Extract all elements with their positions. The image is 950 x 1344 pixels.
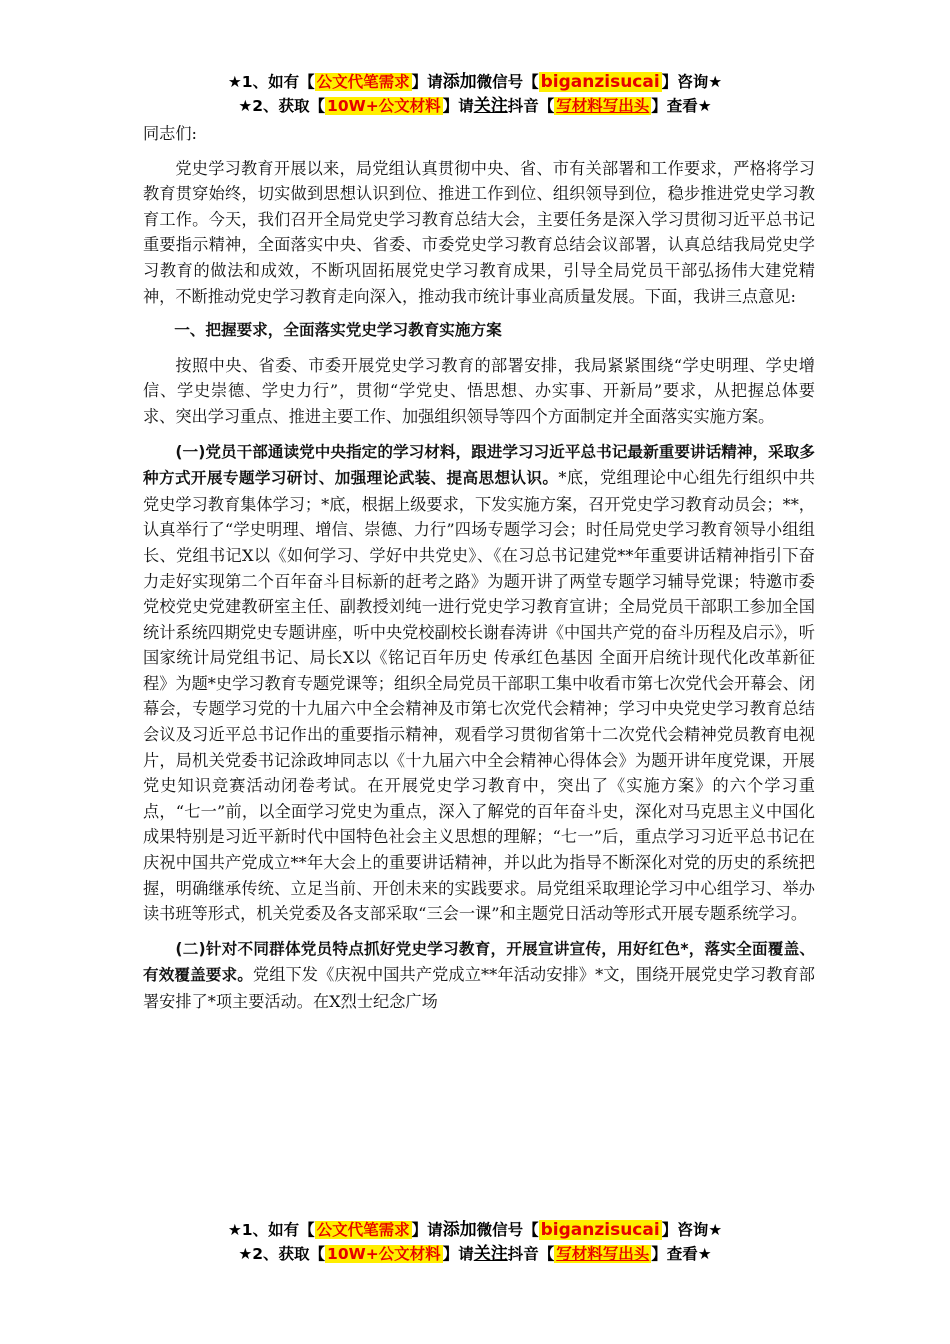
subsection-2-text: 党组下发《庆祝中国共产党成立**年活动安排》*文，围绕开展党史学习教育部署安排了*项主要活动。在X烈士纪念广场 xyxy=(143,965,815,1011)
promo-highlight: 10W+公文材料 xyxy=(327,97,441,115)
promo-line-2 xyxy=(0,1242,950,1266)
promo-highlight: 公文代笔需求 xyxy=(316,73,410,91)
promo-banner-top xyxy=(0,70,950,118)
promo-emphasis: 添加 xyxy=(442,72,477,92)
promo-text: 微信号【 xyxy=(476,1221,539,1239)
promo-line-1 xyxy=(0,1218,950,1242)
promo-text: 】请 xyxy=(411,1221,443,1239)
promo-text: 】查看★ xyxy=(651,97,712,115)
subsection-2-title: (二)针对不同群体党员特点抓好党史学习教育，开展宣讲宣传，用好红色*，落实全面覆盖、有效覆盖要求。 xyxy=(143,939,815,985)
promo-text: 】请 xyxy=(411,73,443,91)
promo-text: 】请 xyxy=(442,97,474,115)
subsection-1-text: *底，党组理论中心组先行组织中共党史学习教育集体学习；*底，根据上级要求，下发实施方案，召开党史学习教育动员会；**，认真举行了“学史明理、增信、崇德、力行”四场专题学习会；时任局党史学习教育领导小组组长、党组书记X以《如何学习、学好中共党史》、《在习总书记建党**年重要讲话精神指引下奋力走好实现第二个百年奋斗目标新的赶考之路》为题开讲了两堂专题学习辅导党课；特邀市委党校党史党建教研室主任、副教授刘纯一进行党史学习教育宣讲；全局党员干部职工参加全国统计系统四期党史专题讲座，听中央党校副校长谢春涛讲《中国共产党的奋斗历程及启示》，听国家统计局党组书记、局长X以《铭记百年历史 传承红色基因 全面开启统计现代化改革新征程》为题*史学习教育专题党课等；组织全局党员干部职工集中收看市第七次党代会开幕会、闭幕会，专题学习党的十九届六中全会精神及市第七次党代会精神；学习中央党史学习教育总结会议及习近平总书记作出的重要指示精神，观看学习贯彻省第十二次党代会精神党员教育电视片，局机关党委书记涂政坤同志以《十九届六中全会精神心得体会》为题开讲年度党课，开展党史知识竞赛活动闭卷考试。在开展党史学习教育中，突出了《实施方案》的六个学习重点，“七一”前，以全面学习党史为重点，深入了解党的百年奋斗史，深化对马克思主义中国化成果特别是习近平新时代中国特色社会主义思想的理解；“七一”后，重点学习习近平总书记在庆祝中国共产党成立**年大会上的重要讲话精神，并以此为指导不断深化对党的历史的系统把握，明确继承传统、立足当前、开创未来的实践要求。局党组采取理论学习中心组学习、举办读书班等形式，机关党委及各支部采取“三会一课”和主题党日活动等形式开展专题系统学习。 xyxy=(143,468,815,924)
promo-highlight-wechat: biganzisucai xyxy=(540,1220,660,1240)
promo-highlight: 公文代笔需求 xyxy=(316,1221,410,1239)
promo-text: 抖音【 xyxy=(507,1245,555,1263)
promo-line-2 xyxy=(0,94,950,118)
promo-emphasis: 关注 xyxy=(473,96,508,116)
promo-text: 】咨询★ xyxy=(661,73,723,91)
promo-text: 】咨询★ xyxy=(661,1221,723,1239)
section-paragraph-1: 按照中央、省委、市委开展党史学习教育的部署安排，我局紧紧围绕“学史明理、学史增信、学史崇德、学史力行”，贯彻“学党史、悟思想、办实事、开新局”要求，从把握总体要求、突出学习重点、推进主要工作、加强组织领导等四个方面制定并全面落实实施方案。 xyxy=(143,355,815,426)
promo-highlight: 10W+公文材料 xyxy=(327,1245,441,1263)
promo-emphasis: 关注 xyxy=(473,1244,508,1264)
promo-highlight-douyin: 写材料写出头 xyxy=(556,1245,650,1263)
promo-text: 】请 xyxy=(442,1245,474,1263)
promo-text: ★2、获取【 xyxy=(238,97,326,115)
promo-banner-bottom xyxy=(0,1218,950,1266)
salutation: 同志们: xyxy=(143,124,198,143)
subsection-1-title: (一)党员干部通读党中央指定的学习材料，跟进学习习近平总书记最新重要讲话精神，采取多种方式开展专题学习研讨、加强理论武装、提高思想认识。 xyxy=(143,442,815,488)
promo-text: 】查看★ xyxy=(651,1245,712,1263)
promo-text: 抖音【 xyxy=(507,97,555,115)
subsection-2 xyxy=(143,936,815,1015)
promo-text: ★1、如有【 xyxy=(227,73,315,91)
document-body xyxy=(143,121,815,1015)
subsection-1 xyxy=(143,439,815,927)
promo-text: 微信号【 xyxy=(476,73,539,91)
section-heading-1: 一、把握要求，全面落实党史学习教育实施方案 xyxy=(174,321,502,340)
intro-paragraph: 党史学习教育开展以来，局党组认真贯彻中央、省、市有关部署和工作要求，严格将学习教育贯穿始终，切实做到思想认识到位、推进工作到位、组织领导到位，稳步推进党史学习教育工作。今天，我们召开全局党史学习教育总结大会，主要任务是深入学习贯彻习近平总书记重要指示精神，全面落实中央、省委、市委党史学习教育总结会议部署，认真总结我局党史学习教育的做法和成效，不断巩固拓展党史学习教育成果，引导全局党员干部弘扬伟大建党精神，不断推动党史学习教育走向深入，推动我市统计事业高质量发展。下面，我讲三点意见: xyxy=(143,158,815,306)
promo-text: ★1、如有【 xyxy=(227,1221,315,1239)
promo-line-1 xyxy=(0,70,950,94)
promo-text: ★2、获取【 xyxy=(238,1245,326,1263)
promo-emphasis: 添加 xyxy=(442,1220,477,1240)
promo-highlight-douyin: 写材料写出头 xyxy=(556,97,650,115)
promo-highlight-wechat: biganzisucai xyxy=(540,72,660,92)
